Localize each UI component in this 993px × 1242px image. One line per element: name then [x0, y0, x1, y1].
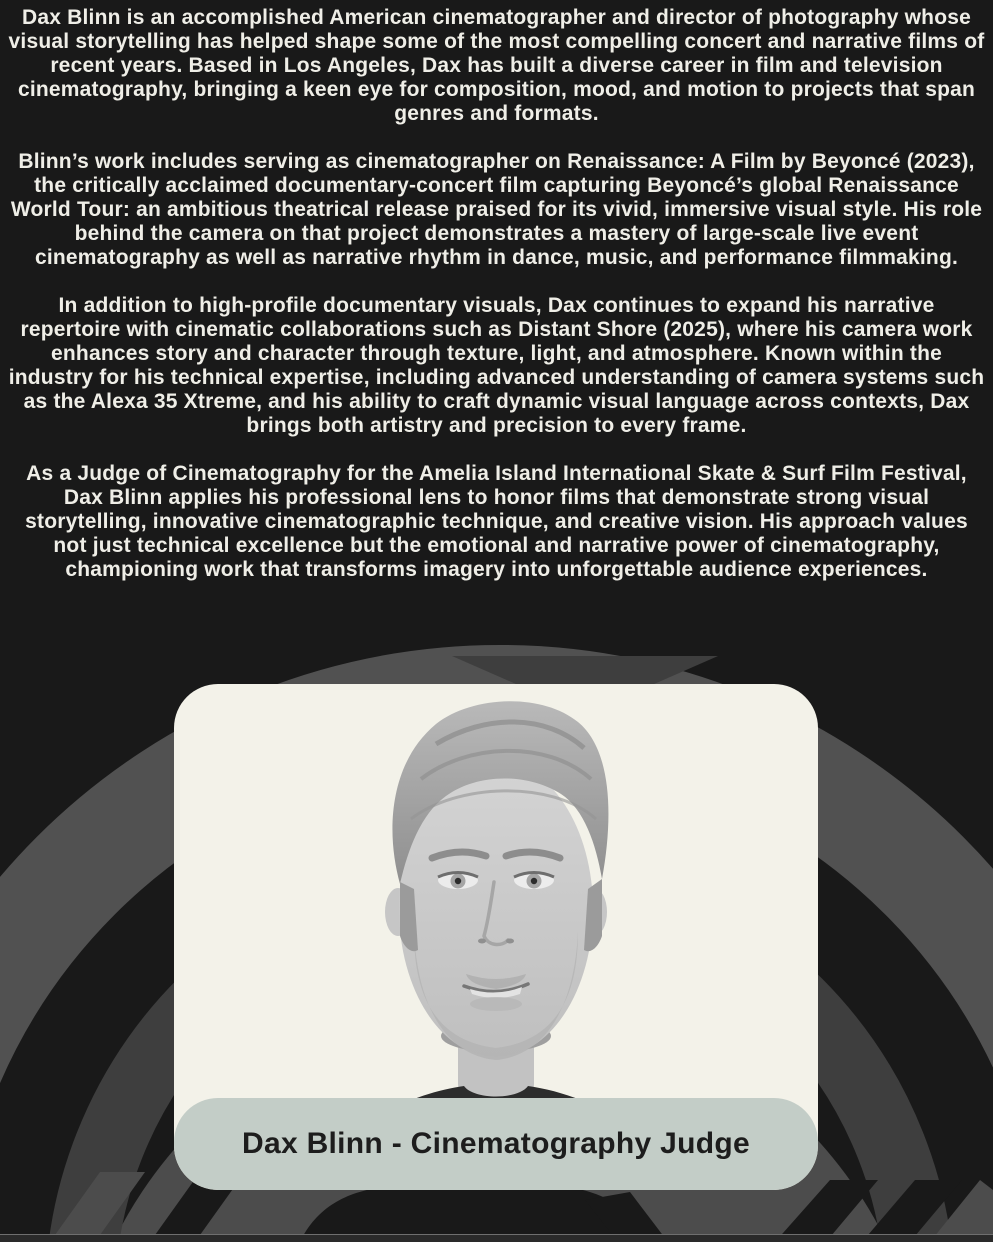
bio-paragraph-3: In addition to high-profile documentary visuals, Dax continues to expand his narrative repertoire with cinematic collaborations such as Distant Shore (2025), where his camera work enhances story and character through texture, light, and atmosphere. Known within the industry for his technical expertise, including advanced understanding of camera systems such as the Alexa 35 Xtreme, and his ability to craft dynamic visual language across contexts, Dax brings both artistry and precision to every frame. [8, 294, 985, 437]
bio-paragraph-2: Blinn’s work includes serving as cinematographer on Renaissance: A Film by Beyoncé (2023), the critically acclaimed documentary-concert film capturing Beyoncé’s global Renaissance World Tour: an ambitious theatrical release praised for its vivid, immersive visual style. His role behind the camera on that project demonstrates a mastery of large-scale live event cinematography as well as narrative rhythm in dance, music, and performance filmmaking. [10, 150, 983, 269]
bio-paragraph-4: As a Judge of Cinematography for the Amelia Island International Skate & Surf Film Festival, Dax Blinn applies his professional lens to honor films that demonstrate strong visual storytelling, innovative cinematographic technique, and creative vision. His approach values not just technical excellence but the emotional and narrative power of cinematography, championing work that transforms imagery into unforgettable audience experiences. [25, 462, 968, 581]
bio-section [0, 0, 993, 606]
caption-bar [174, 1098, 818, 1190]
footer-strip [0, 1234, 993, 1242]
profile-card [174, 684, 818, 1190]
caption-label: Dax Blinn - Cinematography Judge [242, 1127, 750, 1160]
bio-paragraph-1: Dax Blinn is an accomplished American cinematographer and director of photography whose visual storytelling has helped shape some of the most compelling concert and narrative films of recent years. Based in Los Angeles, Dax has built a diverse career in film and television cinematography, bringing a keen eye for composition, mood, and motion to projects that span genres and formats. [8, 6, 985, 125]
